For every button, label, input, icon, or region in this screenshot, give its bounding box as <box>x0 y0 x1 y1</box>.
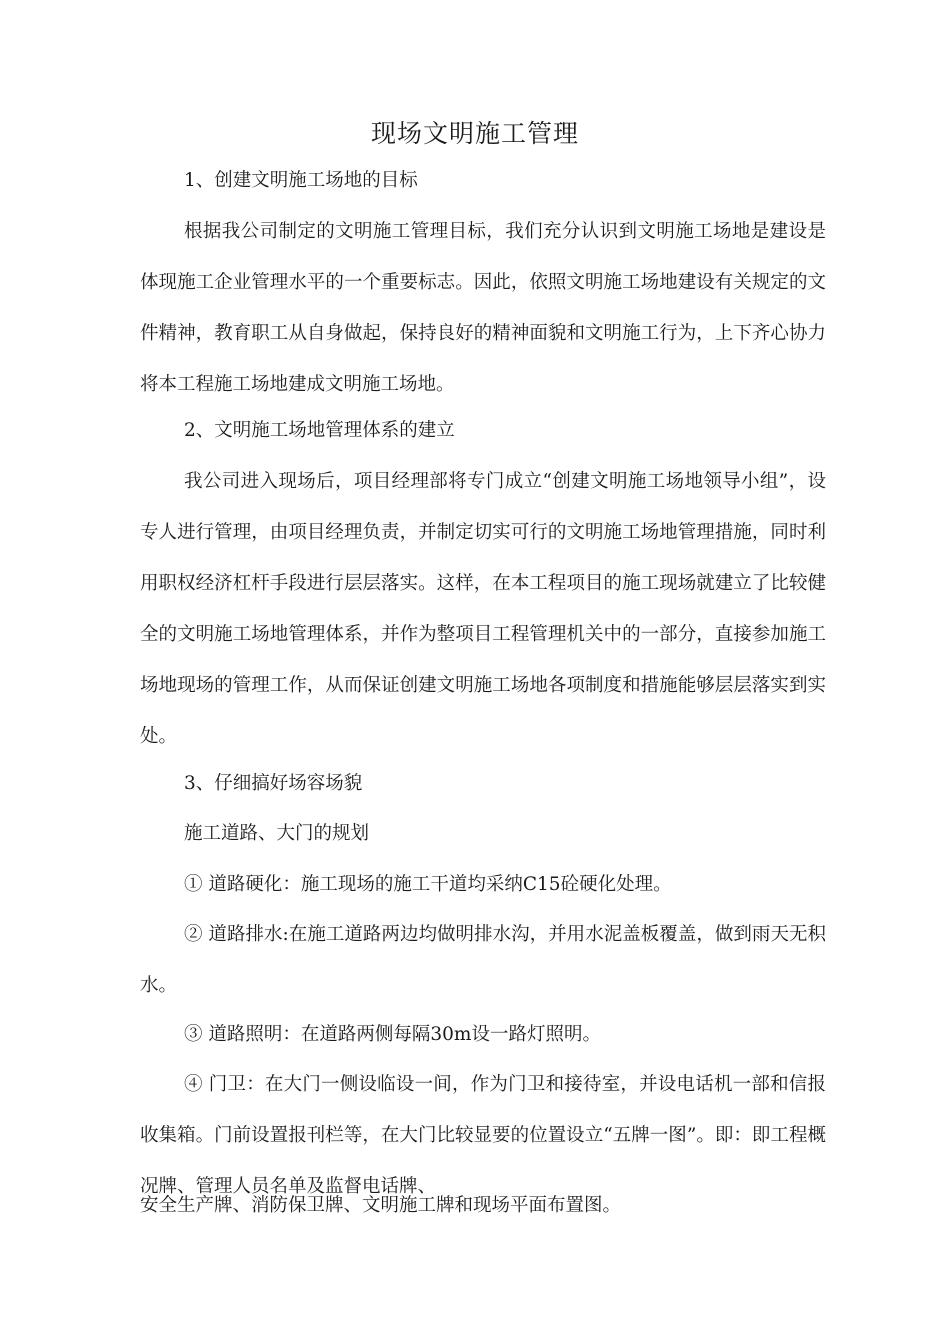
paragraph-1: 根据我公司制定的文明施工管理目标，我们充分认识到文明施工场地是建设是体现施工企业管理水平的一个重要标志。因此，依照文明施工场地建设有关规定的文件精神，教育职工从自身做起，保持良好的精神面貌和文明施工行为，上下齐心协力将本工程施工场地建成文明施工场地。 <box>140 221 826 395</box>
paragraph-2: 我公司进入现场后，项目经理部将专门成立“创建文明施工场地领导小组”，设专人进行管理，由项目经理负责，并制定切实可行的文明施工场地管理措施，同时利用职权经济杠杆手段进行层层落实。这样，在本工程项目的施工现场就建立了比较健全的文明施工场地管理体系，并作为整项目工程管理机关中的一部分，直接参加施工场地现场的管理工作，从而保证创建文明施工场地各项制度和措施能够层层落实到实处。 <box>140 471 826 747</box>
section-heading-2: 2、文明施工场地管理体系的建立 <box>184 420 455 441</box>
section-heading-3: 3、仔细搞好场容场貌 <box>184 773 363 794</box>
list-item-gatekeeper-continued: 安全生产牌、消防保卫牌、文明施工牌和现场平面布置图。 <box>140 1195 622 1216</box>
section-heading-1: 1、创建文明施工场地的目标 <box>184 170 418 191</box>
list-item-gatekeeper: ④ 门卫：在大门一侧设临设一间，作为门卫和接待室，并设电话机一部和信报收集箱。门前设置报刊栏等，在大门比较显要的位置设立“五牌一图”。即：即工程概况牌、管理人员名单及监督电话牌、 <box>140 1074 826 1197</box>
list-item-road-hardening: ① 道路硬化：施工现场的施工干道均采纳C15砼硬化处理。 <box>184 874 672 895</box>
subheading-roads-gates: 施工道路、大门的规划 <box>184 823 370 844</box>
list-item-road-drainage: ② 道路排水:在施工道路两边均做明排水沟，并用水泥盖板覆盖，做到雨天无积水。 <box>140 924 826 996</box>
list-item-road-lighting: ③ 道路照明：在道路两侧每隔30m设一路灯照明。 <box>184 1024 601 1045</box>
document-title: 现场文明施工管理 <box>370 119 579 148</box>
